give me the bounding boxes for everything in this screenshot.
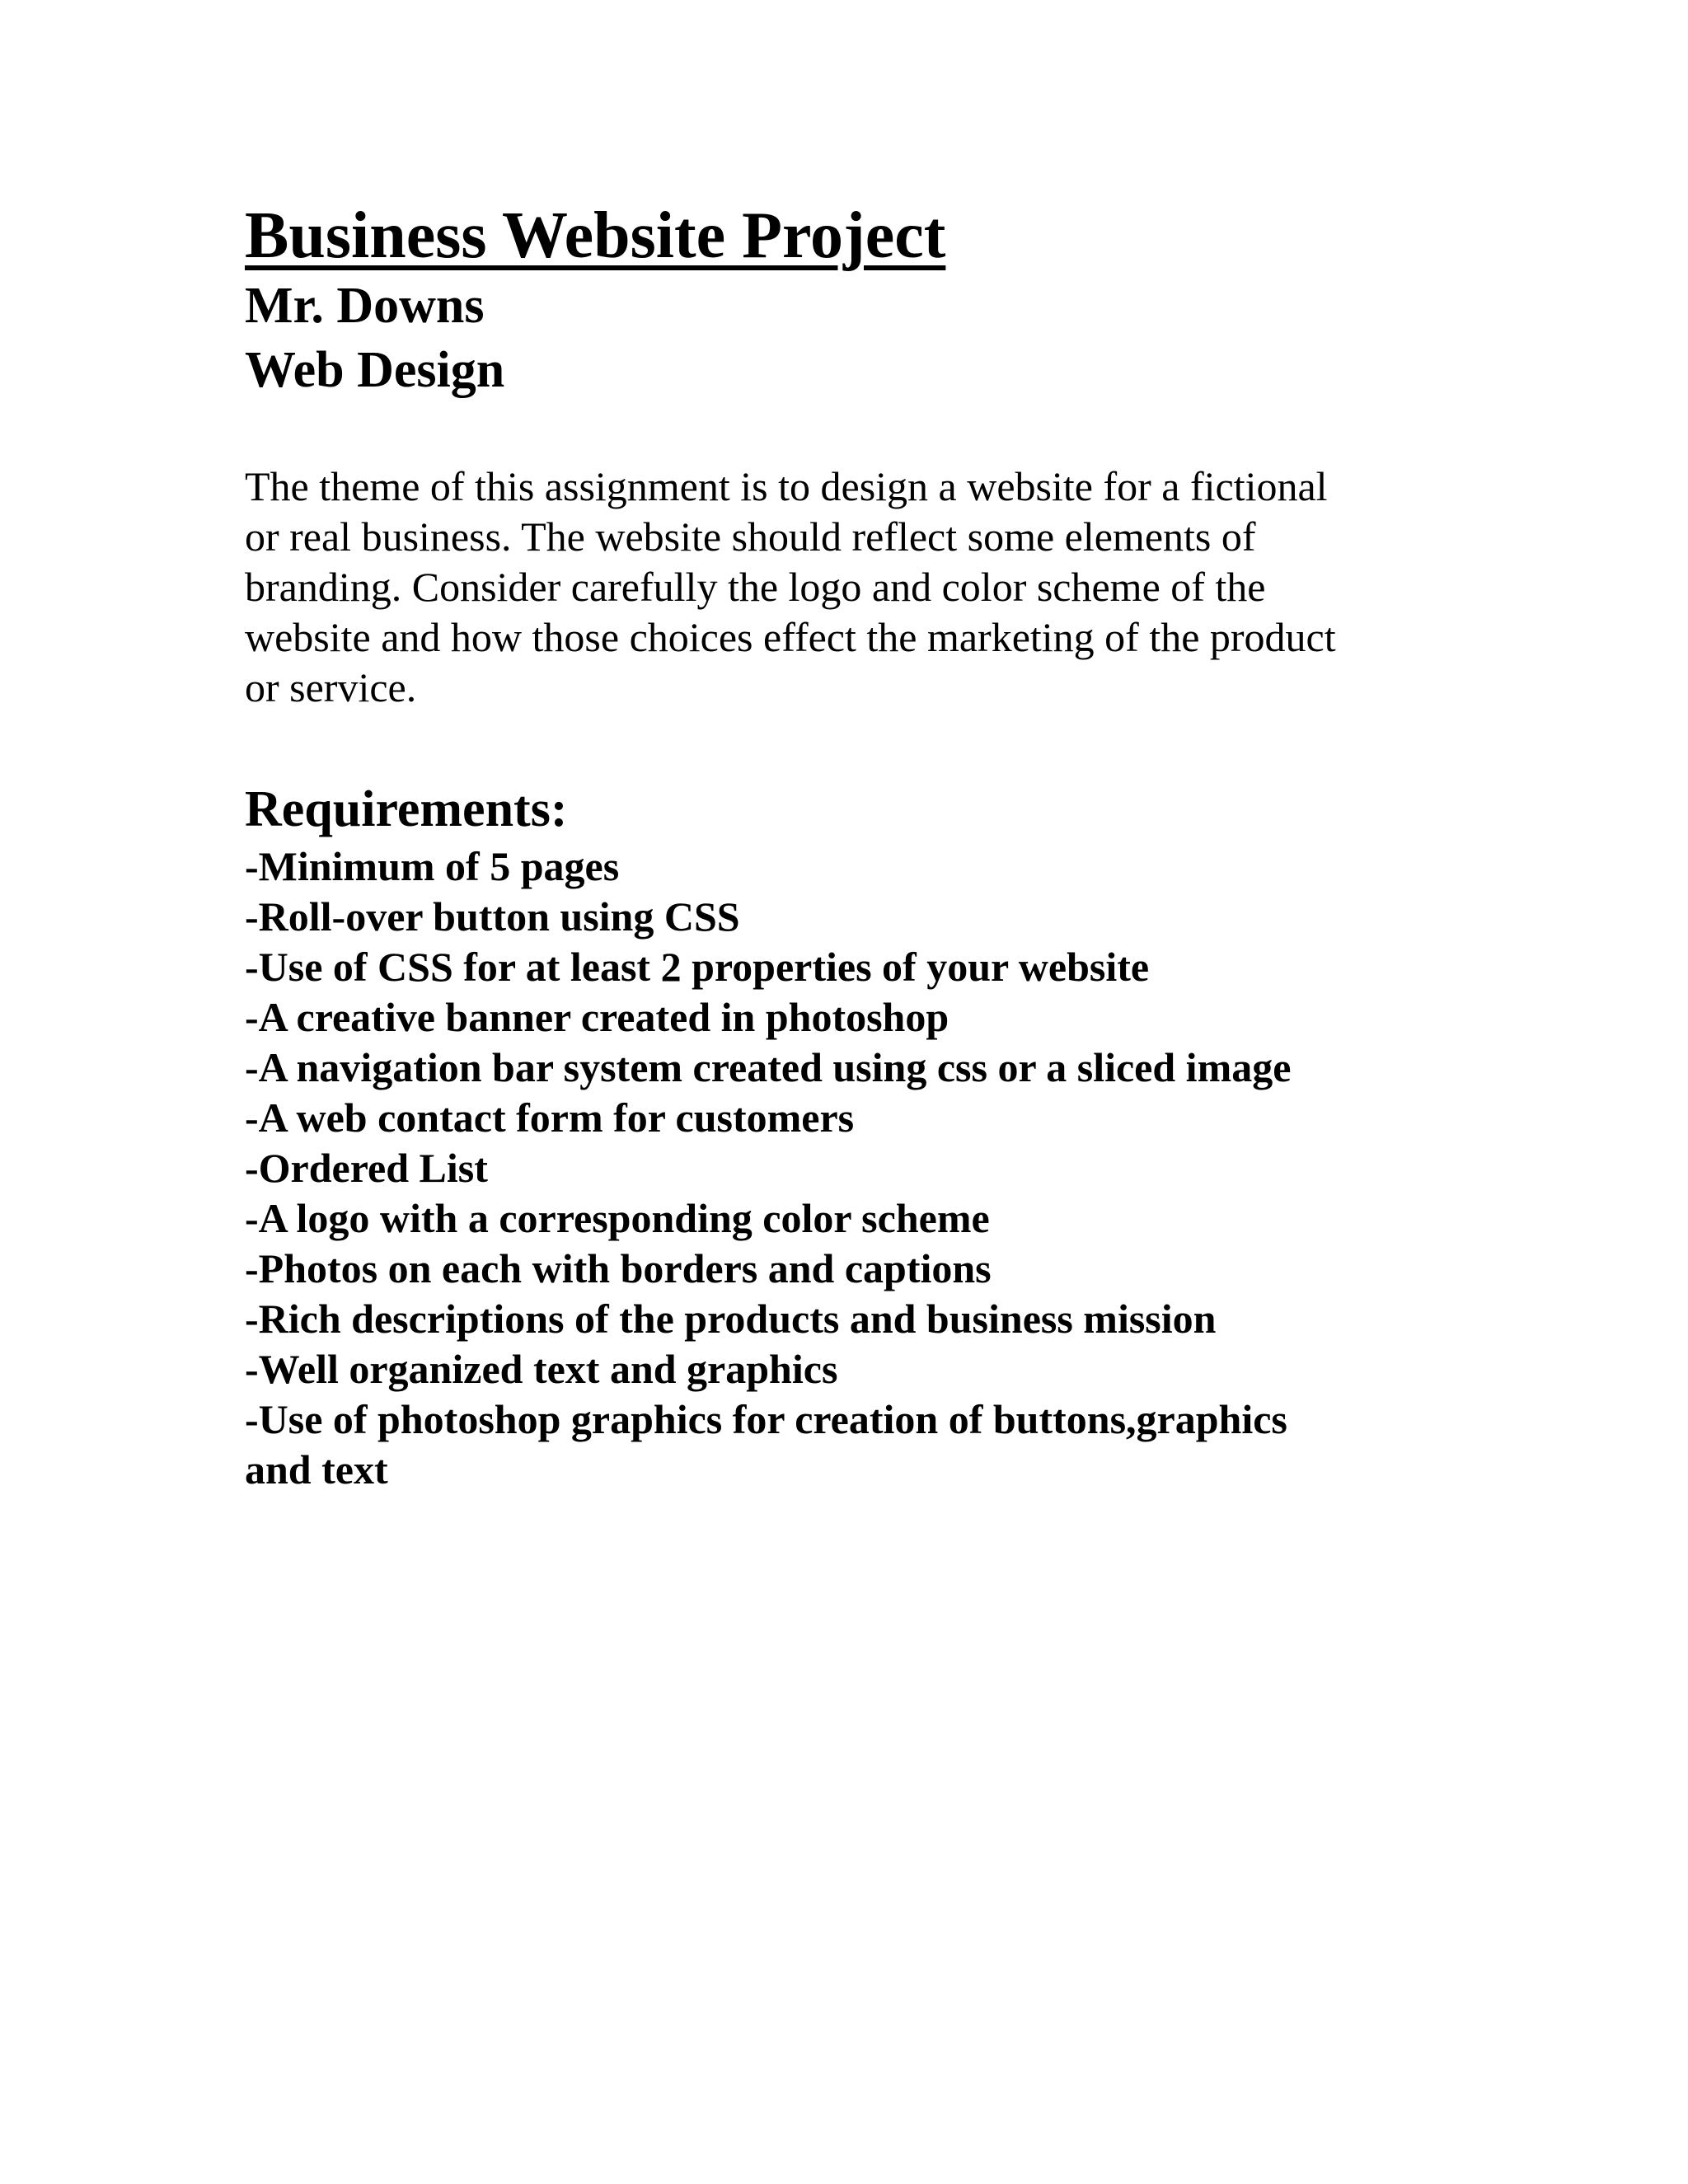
requirements-list (245, 841, 1481, 1495)
requirement-item: -Ordered List (245, 1145, 488, 1191)
requirement-item: -Rich descriptions of the products and business mission (245, 1296, 1217, 1342)
requirement-item: -Use of photoshop graphics for creation of buttons,graphics (245, 1396, 1287, 1442)
requirement-item: -Roll-over button using CSS (245, 893, 740, 940)
intro-paragraph (245, 462, 1440, 713)
intro-line: branding. Consider carefully the logo and color scheme of the (245, 564, 1266, 610)
requirement-item: -Well organized text and graphics (245, 1346, 838, 1392)
requirement-item: -A logo with a corresponding color scheme (245, 1195, 990, 1241)
requirement-item: -Photos on each with borders and captions (245, 1245, 992, 1291)
requirement-item: and text (245, 1446, 388, 1493)
requirement-item: -Use of CSS for at least 2 properties of your website (245, 944, 1150, 990)
requirement-item: -A web contact form for customers (245, 1094, 855, 1141)
course-name: Web Design (245, 342, 505, 398)
teacher-name: Mr. Downs (245, 278, 485, 334)
document-page (245, 198, 1481, 1495)
document-title: Business Website Project (245, 199, 946, 272)
intro-line: or service. (245, 664, 417, 710)
requirement-item: -Minimum of 5 pages (245, 843, 620, 889)
requirement-item: -A navigation bar system created using css or a sliced image (245, 1044, 1292, 1090)
intro-line: or real business. The website should reflect some elements of (245, 513, 1256, 560)
intro-line: website and how those choices effect the marketing of the product (245, 614, 1336, 660)
requirement-item: -A creative banner created in photoshop (245, 994, 950, 1040)
requirements-heading: Requirements: (245, 781, 568, 837)
intro-line: The theme of this assignment is to design a website for a fictional (245, 463, 1328, 509)
